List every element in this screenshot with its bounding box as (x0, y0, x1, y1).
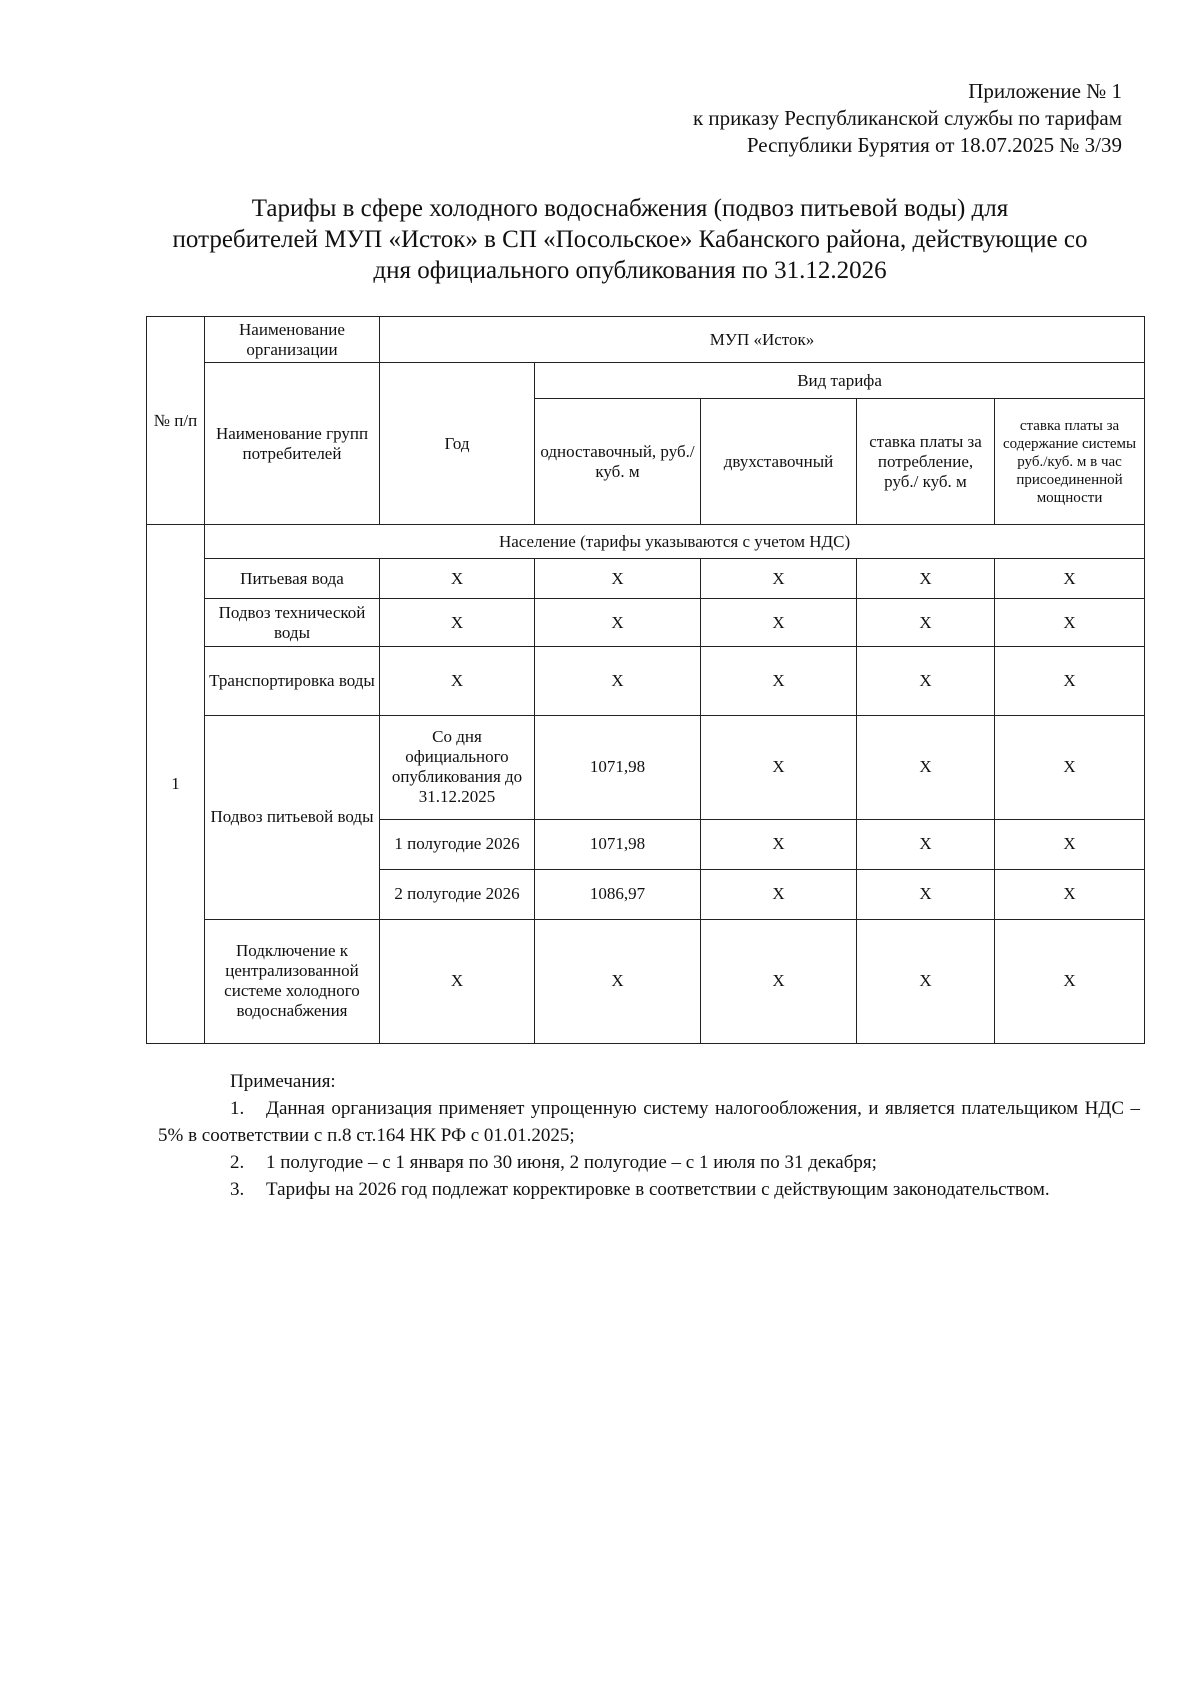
notes-section (158, 1068, 1140, 1203)
group-technical-water: Подвоз технической воды (205, 599, 380, 647)
x-cell: Х (380, 559, 535, 599)
section-label: Население (тарифы указываются с учетом НДС) (205, 525, 1145, 559)
table-row (147, 559, 1145, 599)
x-cell: Х (701, 715, 857, 819)
group-connection: Подключение к централизованной системе холодного водоснабжения (205, 919, 380, 1043)
x-cell: Х (995, 647, 1145, 715)
table-row (147, 599, 1145, 647)
appendix-header (502, 78, 1122, 159)
note-number: 2. (230, 1152, 245, 1173)
note-number: 1. (230, 1098, 245, 1119)
x-cell: Х (701, 919, 857, 1043)
note-number: 3. (230, 1179, 245, 1200)
col-one-rate-header: одноставочный, руб./ куб. м (535, 399, 701, 525)
x-cell: Х (995, 869, 1145, 919)
x-cell: Х (857, 599, 995, 647)
x-cell: Х (535, 647, 701, 715)
x-cell: Х (535, 559, 701, 599)
x-cell: Х (995, 599, 1145, 647)
note-item (158, 1095, 1140, 1149)
group-drinking-water: Питьевая вода (205, 559, 380, 599)
x-cell: Х (995, 819, 1145, 869)
table-row (147, 919, 1145, 1043)
col-number-header: № п/п (147, 317, 205, 525)
group-transport: Транспортировка воды (205, 647, 380, 715)
x-cell: Х (701, 647, 857, 715)
x-cell: Х (995, 919, 1145, 1043)
table-row (147, 647, 1145, 715)
note-text: 1 полугодие – с 1 января по 30 июня, 2 полугодие – с 1 июля по 31 декабря; (266, 1152, 877, 1173)
note-text: Данная организация применяет упрощенную систему налогообложения, и является плательщиком НДС – 5% в соответствии с п.8 ст.164 НК РФ с 01.01.2025; (158, 1098, 1140, 1146)
period-cell: Со дня официального опубликования до 31.12.2025 (380, 715, 535, 819)
x-cell: Х (857, 819, 995, 869)
x-cell: Х (701, 869, 857, 919)
appendix-number: Приложение № 1 (968, 79, 1122, 103)
x-cell: Х (857, 715, 995, 819)
value-cell: 1071,98 (535, 819, 701, 869)
x-cell: Х (380, 919, 535, 1043)
x-cell: Х (380, 647, 535, 715)
x-cell: Х (857, 647, 995, 715)
table-row (147, 317, 1145, 363)
group-delivery: Подвоз питьевой воды (205, 715, 380, 919)
x-cell: Х (701, 599, 857, 647)
row-number-cell: 1 (147, 525, 205, 1044)
table-row (147, 363, 1145, 399)
x-cell: Х (857, 869, 995, 919)
note-text: Тарифы на 2026 год подлежат корректировке в соответствии с действующим законодательством. (266, 1179, 1050, 1200)
x-cell: Х (857, 559, 995, 599)
x-cell: Х (995, 715, 1145, 819)
document-title (140, 193, 1120, 286)
x-cell: Х (701, 819, 857, 869)
x-cell: Х (535, 599, 701, 647)
org-name-cell: МУП «Исток» (380, 317, 1145, 363)
value-cell: 1086,97 (535, 869, 701, 919)
col-consumption-rate-header: ставка платы за потребление, руб./ куб. м (857, 399, 995, 525)
col-groups-header: Наименование групп потребителей (205, 363, 380, 525)
x-cell: Х (857, 919, 995, 1043)
appendix-order-date: Республики Бурятия от 18.07.2025 № 3/39 (746, 133, 1122, 157)
x-cell: Х (535, 919, 701, 1043)
title-line: Тарифы в сфере холодного водоснабжения (подвоз питьевой воды) для (251, 195, 1009, 222)
table-row (147, 525, 1145, 559)
table-row (147, 715, 1145, 819)
x-cell: Х (701, 559, 857, 599)
x-cell: Х (995, 559, 1145, 599)
title-line: потребителей МУП «Исток» в СП «Посольское» Кабанского района, действующие со (172, 226, 1088, 253)
note-item (158, 1149, 1140, 1176)
period-cell: 2 полугодие 2026 (380, 869, 535, 919)
col-org-header: Наименование организации (205, 317, 380, 363)
col-capacity-rate-header: ставка платы за содержание системы руб./куб. м в час присоединенной мощности (995, 399, 1145, 525)
period-cell: 1 полугодие 2026 (380, 819, 535, 869)
x-cell: Х (380, 599, 535, 647)
col-year-header: Год (380, 363, 535, 525)
col-two-rate-header: двухставочный (701, 399, 857, 525)
title-line: дня официального опубликования по 31.12.2026 (373, 257, 887, 284)
note-item (158, 1176, 1140, 1203)
appendix-order-ref: к приказу Республиканской службы по тарифам (692, 106, 1122, 130)
value-cell: 1071,98 (535, 715, 701, 819)
tariff-type-header: Вид тарифа (535, 363, 1145, 399)
tariff-table (146, 316, 1145, 1044)
notes-heading: Примечания: (230, 1071, 336, 1092)
